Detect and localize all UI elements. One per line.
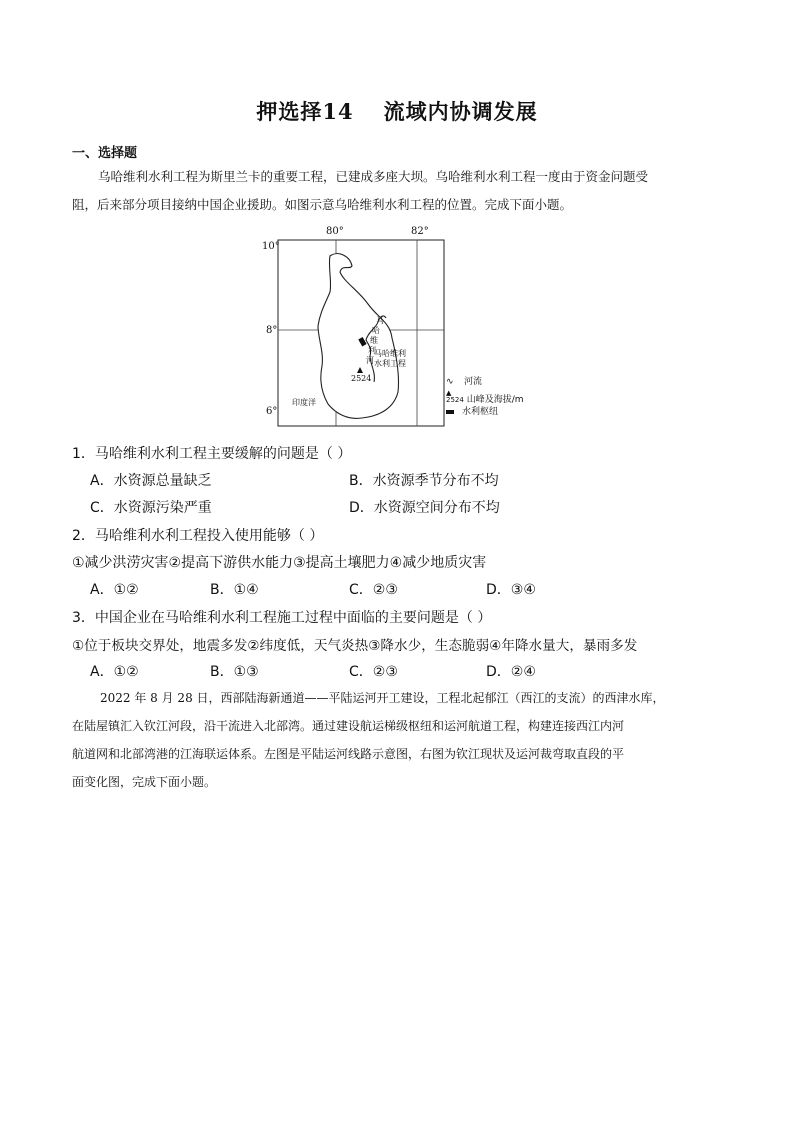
question-1-stem: 1．马哈维利水利工程主要缓解的问题是（ ） — [72, 446, 352, 462]
q1-option-c: C．水资源污染严重 — [90, 500, 212, 516]
q3-option-c: C．②③ — [349, 664, 398, 680]
lon-label-80: 80° — [326, 226, 344, 237]
question-3-items: ①位于板块交界处，地震多发②纬度低，天气炎热③降水少，生态脆弱④年降水量大，暴雨多发 — [72, 638, 638, 654]
q1-option-d: D．水资源空间分布不均 — [349, 500, 500, 516]
peak-icon: ▲ — [446, 389, 452, 397]
intro2-line4: 面变化图，完成下面小题。 — [72, 775, 217, 789]
intro2-line3: 航道网和北部湾港的江海联运体系。左图是平陆运河线路示意图，右图为钦江现状及运河裁弯取直段的平 — [72, 747, 625, 761]
question-2-stem: 2．马哈维利水利工程投入使用能够（ ） — [72, 528, 324, 544]
river-char-3: 维 — [370, 336, 378, 345]
river-char-2: 哈 — [372, 326, 380, 335]
question-2-items: ①减少洪涝灾害②提高下游供水能力③提高土壤肥力④减少地质灾害 — [72, 555, 487, 571]
q2-option-c: C．②③ — [349, 582, 398, 598]
q2-option-b: B．①④ — [210, 582, 259, 598]
lat-label-10: 10° — [262, 241, 280, 252]
title-part2: 流域内协调发展 — [383, 99, 538, 124]
legend-hub — [446, 406, 524, 419]
q2-option-d: D．③④ — [486, 582, 536, 598]
page-title — [0, 96, 794, 126]
legend-river-label: 河流 — [464, 377, 483, 387]
lat-label-8: 8° — [266, 325, 278, 336]
section-heading: 一、选择题 — [72, 146, 138, 161]
project-label-line1: 马哈维利 — [374, 349, 406, 358]
legend-hub-label: 水利枢纽 — [462, 407, 499, 417]
q3-option-a: A．①② — [90, 664, 139, 680]
map-legend — [446, 376, 524, 428]
river-char-5: 河 — [366, 356, 374, 365]
project-label-line2: 水利工程 — [374, 359, 406, 368]
peak-value: 2524 — [351, 374, 372, 383]
lon-label-82: 82° — [411, 226, 429, 237]
legend-peak-value: 2524 — [446, 396, 464, 404]
intro-paragraph-1 — [72, 163, 722, 219]
intro2-line2: 在陆屋镇汇入钦江河段，沿干流进入北部湾。通过建设航运梯级枢纽和运河航道工程，构建连接西江内河 — [72, 719, 625, 733]
q2-option-a: A．①② — [90, 582, 139, 598]
legend-peak-label: 山峰及海拔/m — [466, 395, 524, 405]
q1-option-a: A．水资源总量缺乏 — [90, 473, 212, 489]
title-part1: 押选择14 — [256, 99, 354, 124]
dam-icon — [446, 410, 454, 414]
question-3-stem: 3．中国企业在马哈维利水利工程施工过程中面临的主要问题是（ ） — [72, 610, 492, 626]
ocean-label: 印度洋 — [292, 398, 316, 407]
q3-option-d: D．②④ — [486, 664, 536, 680]
intro1-line1: 乌哈维利水利工程为斯里兰卡的重要工程，已建成多座大坝。乌哈维利水利工程一度由于资金问题受 — [98, 169, 649, 184]
intro1-line2: 阻，后来部分项目接纳中国企业援助。如图示意乌哈维利水利工程的位置。完成下面小题。 — [72, 197, 573, 212]
q1-option-b: B．水资源季节分布不均 — [349, 473, 499, 489]
intro-paragraph-2 — [72, 684, 722, 796]
river-char-1: 马 — [376, 316, 384, 325]
river-char-4: 利 — [368, 346, 376, 355]
lat-label-6: 6° — [266, 406, 278, 417]
project-label — [374, 349, 406, 369]
q3-option-b: B．①③ — [210, 664, 259, 680]
intro2-line1: 2022 年 8 月 28 日，西部陆海新通道——平陆运河开工建设，工程北起郁江（西江的支流）的西津水库， — [100, 691, 665, 705]
legend-river: ∿ 河流 — [446, 377, 483, 387]
